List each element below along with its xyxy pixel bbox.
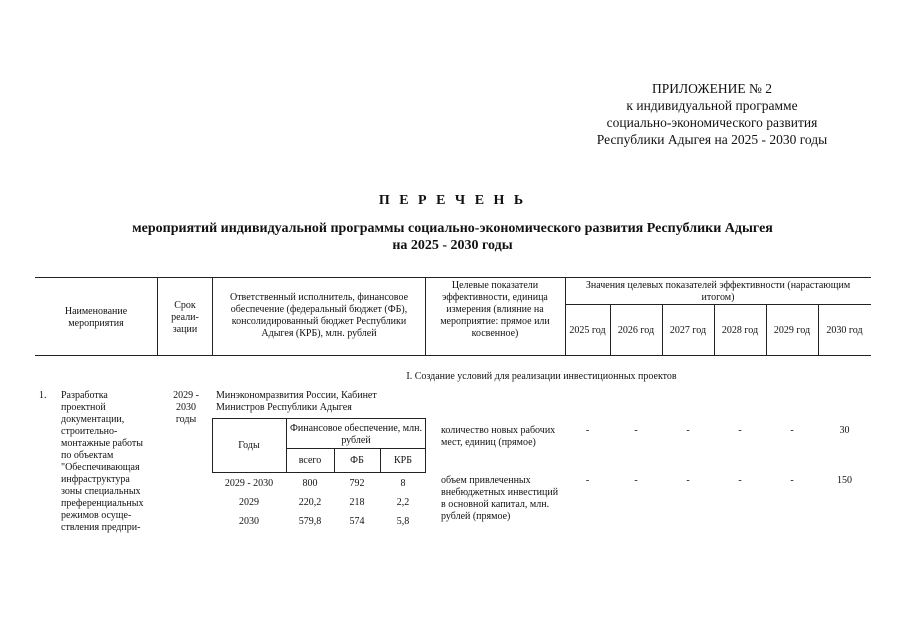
subtitle-line: мероприятий индивидуальной программы социально-экономического развития Республики Адыгея bbox=[132, 221, 773, 236]
header-year: 2026 год bbox=[617, 325, 655, 336]
document-title: П Е Р Е Ч Е Н Ь bbox=[378, 193, 527, 208]
finance-top-rule bbox=[212, 418, 426, 419]
header-term: Срок реали-зации bbox=[171, 300, 199, 335]
indicator-value: - bbox=[585, 475, 590, 486]
table-top-rule bbox=[35, 277, 871, 278]
row-term: 2029 - 2030 годы bbox=[173, 390, 199, 425]
col-divider bbox=[425, 277, 426, 355]
appendix-heading bbox=[577, 80, 847, 148]
indicator-value: 30 bbox=[839, 425, 850, 436]
finance-year: 2030 bbox=[239, 516, 259, 527]
indicator-value: - bbox=[738, 425, 742, 436]
finance-header-bottom-rule bbox=[212, 472, 426, 473]
indicator-value: - bbox=[686, 475, 690, 486]
header-year: 2028 год bbox=[721, 325, 759, 336]
col-divider bbox=[212, 277, 213, 355]
row-executor: Минэкономразвития России, Кабинет Министров Республики Адыгея bbox=[216, 390, 377, 413]
finance-fb: 574 bbox=[349, 516, 365, 527]
subtitle-line: на 2025 - 2030 годы bbox=[392, 238, 513, 253]
finance-krb: 2,2 bbox=[396, 497, 410, 508]
finance-year: 2029 - 2030 bbox=[224, 478, 274, 489]
indicator-value: - bbox=[634, 425, 638, 436]
finance-group-rule bbox=[286, 448, 426, 449]
appendix-line: к индивидуальной программе bbox=[626, 98, 798, 113]
header-name: Наименование мероприятия bbox=[64, 306, 128, 329]
appendix-line: Республики Адыгея на 2025 - 2030 годы bbox=[596, 132, 828, 147]
finance-col-years: Годы bbox=[238, 440, 260, 451]
finance-col-krb: КРБ bbox=[394, 455, 412, 466]
header-indicators: Целевые показатели эффективности, единица измерения (влияние на мероприятие: прямое или косвенное) bbox=[440, 280, 550, 339]
indicator-value: - bbox=[686, 425, 690, 436]
finance-krb: 8 bbox=[400, 478, 406, 489]
indicator-value: - bbox=[790, 425, 794, 436]
finance-total: 579,8 bbox=[298, 516, 322, 527]
col-divider bbox=[565, 277, 566, 355]
finance-col-fb: ФБ bbox=[350, 455, 364, 466]
document-subtitle bbox=[60, 220, 845, 254]
appendix-line: ПРИЛОЖЕНИЕ № 2 bbox=[651, 81, 773, 96]
finance-fb: 792 bbox=[349, 478, 365, 489]
row-number: 1. bbox=[39, 390, 47, 401]
indicator-label: количество новых рабочих мест, единиц (прямое) bbox=[441, 425, 556, 448]
indicator-value: 150 bbox=[837, 475, 852, 486]
finance-col-group: Финансовое обеспечение, млн. рублей bbox=[290, 423, 422, 446]
finance-total: 800 bbox=[302, 478, 318, 489]
finance-total: 220,2 bbox=[298, 497, 322, 508]
indicator-value: - bbox=[585, 425, 590, 436]
header-year: 2030 год bbox=[826, 325, 863, 336]
section-title: I. Создание условий для реализации инвестиционных проектов bbox=[406, 371, 677, 382]
finance-year: 2029 bbox=[239, 497, 259, 508]
indicator-value: - bbox=[790, 475, 794, 486]
indicator-label: объем привлеченных внебюджетных инвестиций в основной капитал, млн. рублей (прямое) bbox=[441, 475, 559, 522]
row-name: Разработка проектной документации, строительно-монтажные работы по объектам "Обеспечивающая инфраструктура зоны специальных преференциальных режимов осуще-ствления предпри- bbox=[61, 390, 144, 533]
indicator-value: - bbox=[634, 475, 638, 486]
header-values-group: Значения целевых показателей эффективности (нарастающим итогом) bbox=[585, 280, 851, 303]
table-header-bottom-rule bbox=[35, 355, 871, 356]
appendix-line: социально-экономического развития bbox=[606, 115, 818, 130]
finance-col-total: всего bbox=[298, 455, 322, 466]
header-year: 2029 год bbox=[773, 325, 811, 336]
indicator-value: - bbox=[738, 475, 742, 486]
col-divider bbox=[157, 277, 158, 355]
header-executor: Ответственный исполнитель, финансовое обеспечение (федеральный бюджет (ФБ), консолидированный бюджет Республики Адыгея (КРБ), млн. рублей bbox=[229, 292, 409, 339]
finance-fb: 218 bbox=[349, 497, 365, 508]
header-year: 2027 год bbox=[669, 325, 707, 336]
header-year: 2025 год bbox=[569, 325, 606, 336]
finance-krb: 5,8 bbox=[396, 516, 410, 527]
